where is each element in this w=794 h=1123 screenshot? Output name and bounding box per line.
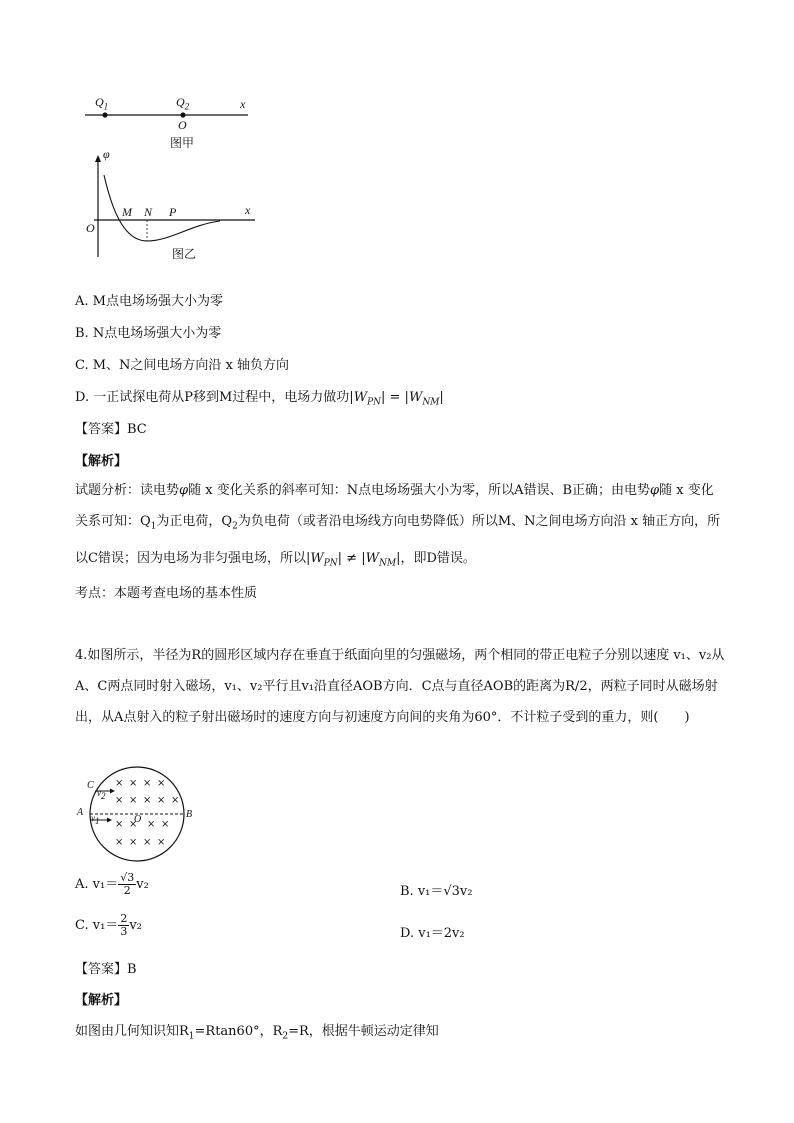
cross-icon: × [115, 778, 124, 789]
cross-icon: × [115, 837, 124, 848]
q3-answer: 【答案】BC [75, 422, 147, 437]
label-phi: φ [103, 147, 110, 161]
cross-icon: × [157, 778, 166, 789]
q3-analysis-label: 【解析】 [75, 454, 128, 469]
label-o: O [134, 814, 142, 825]
label-v2: $v_2$ [97, 788, 106, 801]
caption-yi: 图乙 [172, 247, 197, 261]
cross-icon: × [157, 795, 166, 806]
cross-icon: × [129, 795, 138, 806]
cross-icon: × [161, 819, 170, 830]
cross-icon: × [129, 819, 138, 830]
label-origin-yi: O [86, 221, 95, 235]
cross-icon: × [115, 819, 124, 830]
cross-icon: × [171, 795, 180, 806]
cross-icon: × [143, 778, 152, 789]
cross-icon: × [143, 795, 152, 806]
label-q2: $Q_2$ [176, 95, 190, 112]
label-m: M [122, 205, 132, 219]
q3-option-a: A. M点电场场强大小为零 [75, 294, 223, 309]
q4-option-d: D. v₁＝2v₂ [400, 926, 465, 941]
label-b: B [186, 809, 193, 820]
q4-stem: 4.如图所示，半径为R的圆形区域内存在垂直于纸面向里的匀强磁场，两个相同的带正电粒子分别以速度 v₁、v₂从A、C两点同时射入磁场，v₁、v₂平行且v₁沿直径AOB方向．C点与直径AOB的距离为R/2，两粒子同时从磁场射出，从A点射入的粒子射出磁场时的速度方向与初速度方向间的夹角为60°．不计粒子受到的重力，则( ) [75, 648, 725, 725]
figure-jia [78, 90, 268, 150]
q3-kaodian: 考点：本题考查电场的基本性质 [75, 586, 258, 601]
cross-icon: × [115, 795, 124, 806]
label-x-yi: x [245, 203, 251, 217]
label-p: P [169, 205, 177, 219]
charge-q2-dot [180, 112, 185, 117]
caption-jia: 图甲 [170, 136, 195, 150]
label-c: C [87, 780, 94, 791]
q4-option-a: A. v₁＝ $\frac{√3}{2}$ v₂ [75, 871, 149, 897]
q4-figure [75, 762, 205, 867]
v2-arrow [110, 789, 115, 794]
figure-yi [80, 145, 270, 265]
label-x-jia: x [240, 97, 246, 111]
q3-option-d: D. 一正试探电荷从P移到M过程中，电场力做功$|W_{PN}| = |W_{NM}|$ [75, 390, 444, 408]
cross-icon: × [157, 837, 166, 848]
cross-icon: × [129, 778, 138, 789]
label-a: A [77, 807, 84, 818]
charge-q1-dot [102, 112, 107, 117]
q3-analysis-text: 试题分析：读电势φ随 x 变化关系的斜率可知：N点电场场强大小为零，所以A错误、B正确；由电势φ随 x 变化关系可知：$Q_1$为正电荷，$Q_2$为负电荷（或者沿电场线方向电势降低）所以M、N之间电场方向沿 x 轴正方向，所以C错误；因为电场为非匀强电场，所以$|W_{PN}| \ne |W_{NM}|$，即D错误。 [75, 483, 721, 569]
q3-option-b: B. N点电场场强大小为零 [75, 326, 222, 341]
q4-option-c: C. v₁＝ $\frac{2}{3}$ v₂ [75, 912, 142, 938]
label-origin-jia: O [178, 118, 187, 132]
cross-icon: × [129, 837, 138, 848]
q3-option-c: C. M、N之间电场方向沿 x 轴负方向 [75, 358, 290, 373]
q4-analysis-label: 【解析】 [75, 993, 128, 1008]
cross-icon: × [143, 837, 152, 848]
cross-icon: × [147, 819, 156, 830]
label-q1: $Q_1$ [95, 95, 109, 112]
q4-analysis-text: 如图由几何知识知$R_1=Rtan60^\circ$，$R_2=R$，根据牛顿运动定律知 [75, 1024, 439, 1042]
v1-arrow [107, 818, 112, 823]
q4-option-b: B. v₁＝√3v₂ [400, 884, 473, 899]
label-v1: $v_1$ [91, 813, 100, 826]
label-n: N [144, 205, 153, 219]
q4-answer: 【答案】B [75, 962, 137, 977]
